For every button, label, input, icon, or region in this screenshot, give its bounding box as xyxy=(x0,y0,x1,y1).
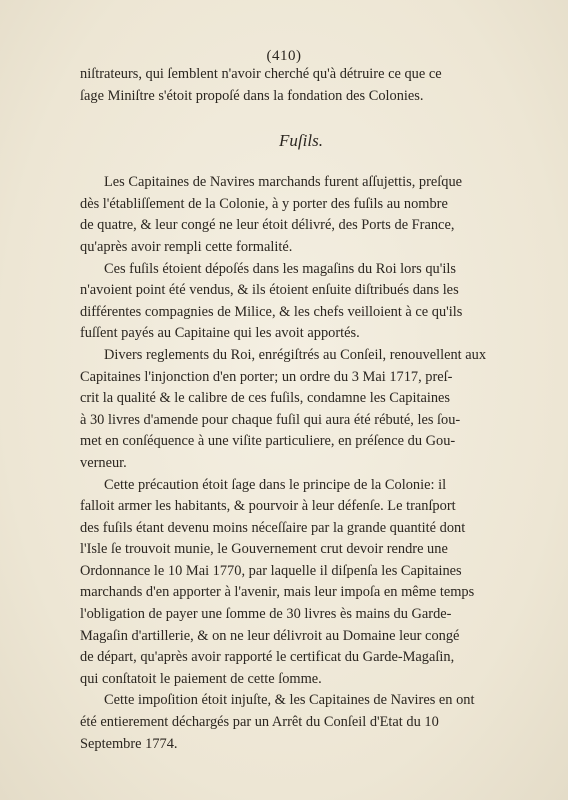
body-line: Ces fuſils étoient dépoſés dans les magaſins du Roi lors qu'ils xyxy=(104,260,456,277)
body-line: n'avoient point été vendus, & ils étoient enſuite diſtribués dans les xyxy=(80,282,459,299)
paragraph xyxy=(80,172,522,258)
body-line: fuſſent payés au Capitaine qui les avoit apportés. xyxy=(80,325,360,342)
paragraph xyxy=(80,345,522,475)
body-line: Magaſin d'artillerie, & on ne leur délivroit au Domaine leur congé xyxy=(80,627,460,644)
body-line: de quatre, & leur congé ne leur étoit délivré, des Ports de France, xyxy=(80,217,455,234)
body-line: verneur. xyxy=(80,454,127,471)
body-line: dès l'établiſſement de la Colonie, à y porter des fuſils au nombre xyxy=(80,195,448,212)
body-line: ſage Miniſtre s'étoit propoſé dans la fondation des Colonies. xyxy=(80,87,424,104)
body-line: crit la qualité & le calibre de ces fuſils, condamne les Capitaines xyxy=(80,390,451,407)
body-line: qui conſtatoit le paiement de cette ſomme. xyxy=(80,670,322,687)
section-title: Fuſils. xyxy=(279,131,323,151)
paragraph xyxy=(80,690,522,755)
body-line: falloit armer les habitants, & pourvoir à leur défenſe. Le tranſport xyxy=(80,498,456,515)
body-line: Cette précaution étoit ſage dans le principe de la Colonie: il xyxy=(104,476,447,493)
body-line: Capitaines l'injonction d'en porter; un ordre du 3 Mai 1717, preſ- xyxy=(80,368,453,385)
body-line: niſtrateurs, qui ſemblent n'avoir cherché qu'à détruire ce que ce xyxy=(80,66,442,82)
body-line: à 30 livres d'amende pour chaque fuſil qui aura été rébuté, les ſou- xyxy=(80,411,461,428)
body-line: Divers reglements du Roi, enrégiſtrés au Conſeil, renouvellent aux xyxy=(104,346,487,363)
body-line: Septembre 1774. xyxy=(80,735,178,752)
body-line: l'obligation de payer une ſomme de 30 livres ès mains du Garde- xyxy=(80,606,452,623)
body-line: de départ, qu'après avoir rapporté le certificat du Garde-Magaſin, xyxy=(80,649,455,666)
body-line: été entierement déchargés par un Arrêt du Conſeil d'Etat du 10 xyxy=(80,714,439,731)
body-line: Les Capitaines de Navires marchands furent aſſujettis, preſque xyxy=(104,174,463,191)
body-line: Ordonnance le 10 Mai 1770, par laquelle il diſpenſa les Capitaines xyxy=(80,562,462,579)
body-line: Cette impoſition étoit injuſte, & les Capitaines de Navires en ont xyxy=(104,692,475,709)
body-line: marchands d'en apporter à l'avenir, mais leur impoſa en même temps xyxy=(80,584,475,601)
page-body xyxy=(80,64,522,755)
body-line: des fuſils étant devenu moins néceſſaire par la grande quantité dont xyxy=(80,519,466,536)
page-number: (410) xyxy=(266,48,302,64)
body-line: qu'après avoir rempli cette formalité. xyxy=(80,238,293,255)
paragraph xyxy=(80,259,522,345)
paragraph xyxy=(80,475,522,691)
body-line: l'Isle ſe trouvoit munie, le Gouvernement crut devoir rendre une xyxy=(80,541,448,558)
body-line: met en conſéquence à une viſite particuliere, en préſence du Gou- xyxy=(80,433,456,450)
body-line: différentes compagnies de Milice, & les chefs veilloient à ce qu'ils xyxy=(80,303,463,320)
